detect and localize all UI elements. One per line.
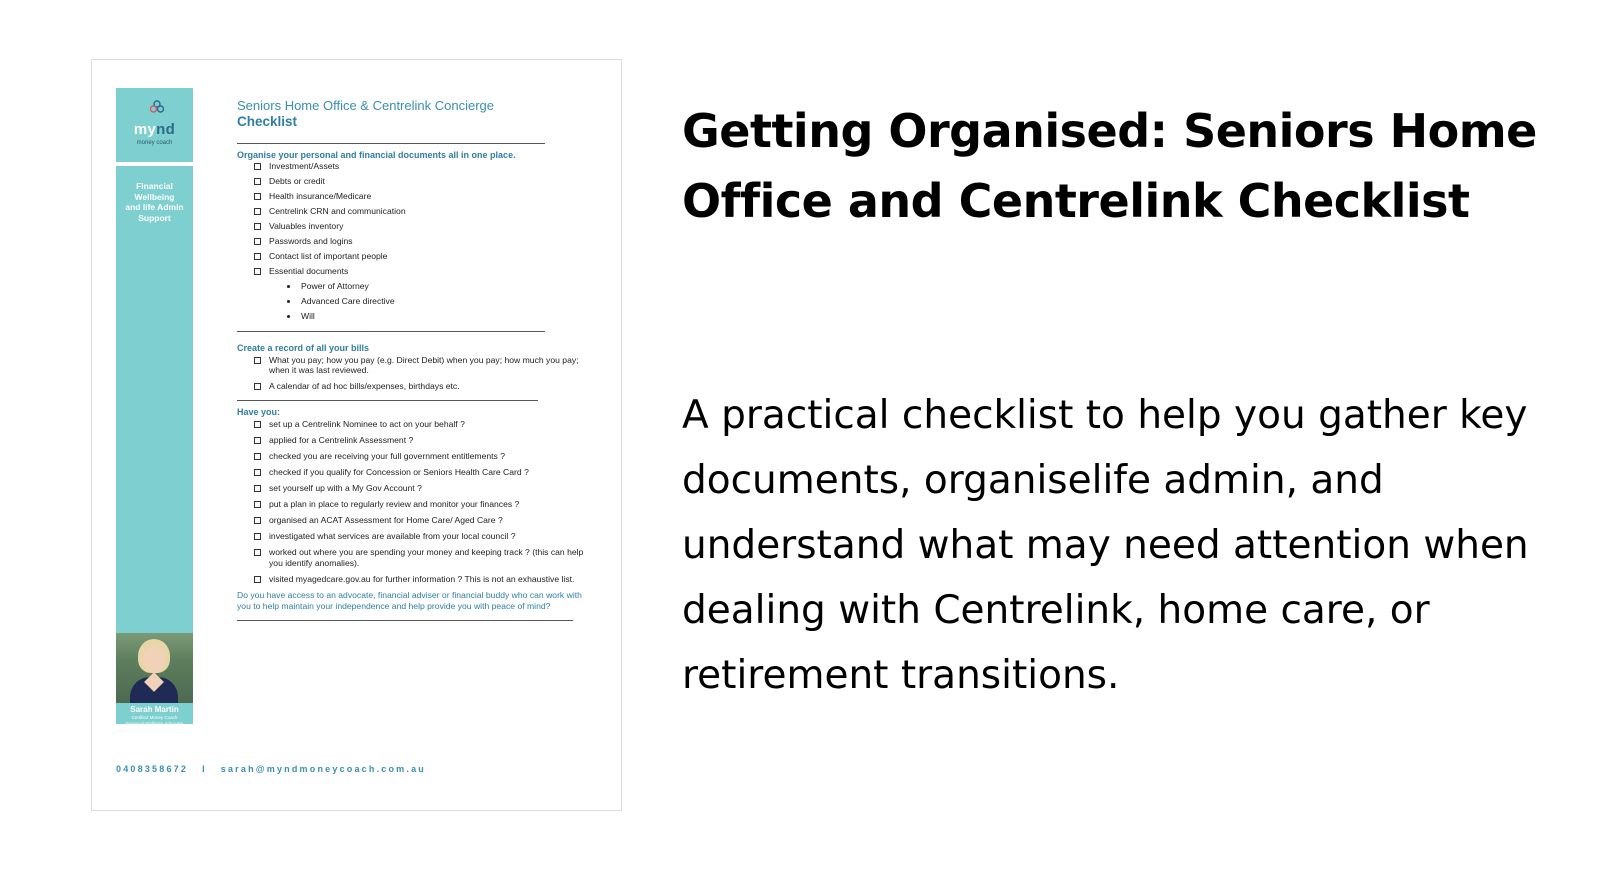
page-heading: Getting Organised: Seniors Home Office and Centrelink Checklist	[682, 104, 1537, 228]
divider	[237, 400, 538, 401]
checklist-item	[237, 515, 597, 526]
checkbox-icon	[254, 193, 261, 200]
logo-subtitle: money coach	[136, 140, 173, 146]
checklist-item	[237, 206, 597, 217]
checkbox-icon	[254, 533, 261, 540]
sidebar-tagline: Financial Wellbeing and life Admin Support	[125, 181, 184, 223]
checklist-item	[237, 499, 597, 510]
checkbox-icon	[254, 268, 261, 275]
checklist-item	[237, 483, 597, 494]
document-content	[237, 98, 597, 621]
checkbox-icon	[254, 223, 261, 230]
checklist-item-text: set up a Centrelink Nominee to act on your behalf ?	[269, 419, 465, 429]
section-heading-documents: Organise your personal and financial documents all in one place.	[237, 150, 516, 160]
checklist-item	[237, 266, 597, 277]
checkbox-icon	[254, 576, 261, 583]
checklist-item-text: checked you are receiving your full government entitlements ?	[269, 451, 505, 461]
checklist-item	[237, 355, 597, 376]
logo	[116, 88, 193, 166]
checklist-item	[237, 547, 597, 568]
checklist-item-text: Contact list of important people	[269, 251, 388, 261]
checklist-item	[237, 467, 597, 478]
checklist-item	[237, 531, 597, 542]
checklist-item-text: A calendar of ad hoc bills/expenses, birthdays etc.	[269, 380, 460, 391]
divider	[237, 143, 545, 144]
checkbox-icon	[254, 421, 261, 428]
person-photo	[116, 633, 193, 703]
checkbox-icon	[254, 437, 261, 444]
checklist-item	[237, 381, 597, 392]
checkbox-icon	[254, 208, 261, 215]
footer-phone: 0408358672	[116, 764, 189, 774]
checklist-item-text: applied for a Centrelink Assessment ?	[269, 435, 414, 445]
have-you-checklist	[237, 419, 597, 584]
checkbox-icon	[254, 383, 261, 390]
checkbox-icon	[254, 357, 261, 364]
checklist-item-text: visited myagedcare.gov.au for further information ? This is not an exhaustive list.	[269, 573, 575, 584]
divider	[237, 620, 573, 621]
footer-separator: I	[202, 764, 207, 774]
logo-brand: mynd	[133, 121, 176, 138]
checklist-item	[237, 574, 597, 585]
essential-documents-list	[237, 281, 597, 322]
checklist-item	[237, 451, 597, 462]
documents-checklist	[237, 161, 597, 277]
checklist-item	[237, 236, 597, 247]
checklist-item	[237, 191, 597, 202]
bullet-icon	[287, 285, 290, 288]
checkbox-icon	[254, 238, 261, 245]
divider	[237, 331, 545, 332]
checklist-item	[237, 419, 597, 430]
document-subtitle: Checklist	[237, 114, 298, 129]
checkbox-icon	[254, 163, 261, 170]
checkbox-icon	[254, 485, 261, 492]
bullet-icon	[287, 315, 290, 318]
checkbox-icon	[254, 549, 261, 556]
checkbox-icon	[254, 517, 261, 524]
section-heading-have-you: Have you:	[237, 407, 281, 417]
checklist-item-text: put a plan in place to regularly review and monitor your finances ?	[269, 499, 520, 509]
checklist-item	[237, 221, 597, 232]
bullet-item-text: Will	[301, 311, 315, 321]
footer-email: sarah@myndmoneycoach.com.au	[220, 764, 426, 774]
checklist-item-text: What you pay; how you pay (e.g. Direct Debit) when you pay; how much you pay; when it was last reviewed.	[269, 354, 579, 375]
checklist-item-text: Health insurance/Medicare	[269, 191, 372, 201]
checklist-item-text: investigated what services are available from your local council ?	[269, 531, 516, 541]
checklist-item-text: Debts or credit	[269, 176, 325, 186]
section-heading-bills: Create a record of all your bills	[237, 342, 370, 353]
document-sidebar	[116, 88, 193, 732]
checklist-item-text: Valuables inventory	[269, 221, 344, 231]
bullet-item	[237, 296, 597, 307]
bullet-item-text: Power of Attorney	[301, 281, 369, 291]
checklist-item-text: Centrelink CRN and communication	[269, 206, 406, 216]
checklist-document-preview	[91, 59, 622, 811]
checkbox-icon	[254, 253, 261, 260]
checklist-item-text: set yourself up with a My Gov Account ?	[269, 483, 422, 493]
person-name: Sarah Martin	[130, 705, 179, 714]
checklist-item-text: organised an ACAT Assessment for Home Care/ Aged Care ?	[269, 515, 503, 525]
closing-question: Do you have access to an advocate, financial adviser or financial buddy who can work with you to help maintain your independence and help provide you with peace of mind?	[237, 590, 582, 611]
checklist-item	[237, 251, 597, 262]
bills-checklist	[237, 355, 597, 392]
document-title: Seniors Home Office & Centrelink Concierge	[237, 98, 494, 113]
checkbox-icon	[254, 178, 261, 185]
checkbox-icon	[254, 469, 261, 476]
checklist-item-text: checked if you qualify for Concession or Seniors Health Care Card ?	[269, 467, 529, 477]
bullet-icon	[287, 300, 290, 303]
checklist-item	[237, 161, 597, 172]
checkbox-icon	[254, 501, 261, 508]
logo-flower-icon	[150, 100, 164, 116]
checkbox-icon	[254, 453, 261, 460]
checklist-item	[237, 435, 597, 446]
checklist-item-text: Passwords and logins	[269, 236, 353, 246]
checklist-item-text: Essential documents	[269, 266, 349, 276]
checklist-item	[237, 176, 597, 187]
page-description: A practical checklist to help you gather key documents, organiselife admin, and understand what may need attention when dealing with Centrelink, home care, or retirement transitions.	[682, 393, 1529, 698]
document-footer	[116, 764, 426, 774]
bullet-item	[237, 281, 597, 292]
bullet-item	[237, 311, 597, 322]
bullet-item-text: Advanced Care directive	[301, 296, 395, 306]
checklist-item-text: Investment/Assets	[269, 161, 340, 171]
checklist-item-text: worked out where you are spending your money and keeping track ? (this can help you identify anomalies).	[269, 547, 584, 568]
person-credentials: Certified Money Coach Financial Wellness Advocate B.Bus Dip FP Adv.Dip FP	[125, 715, 184, 732]
